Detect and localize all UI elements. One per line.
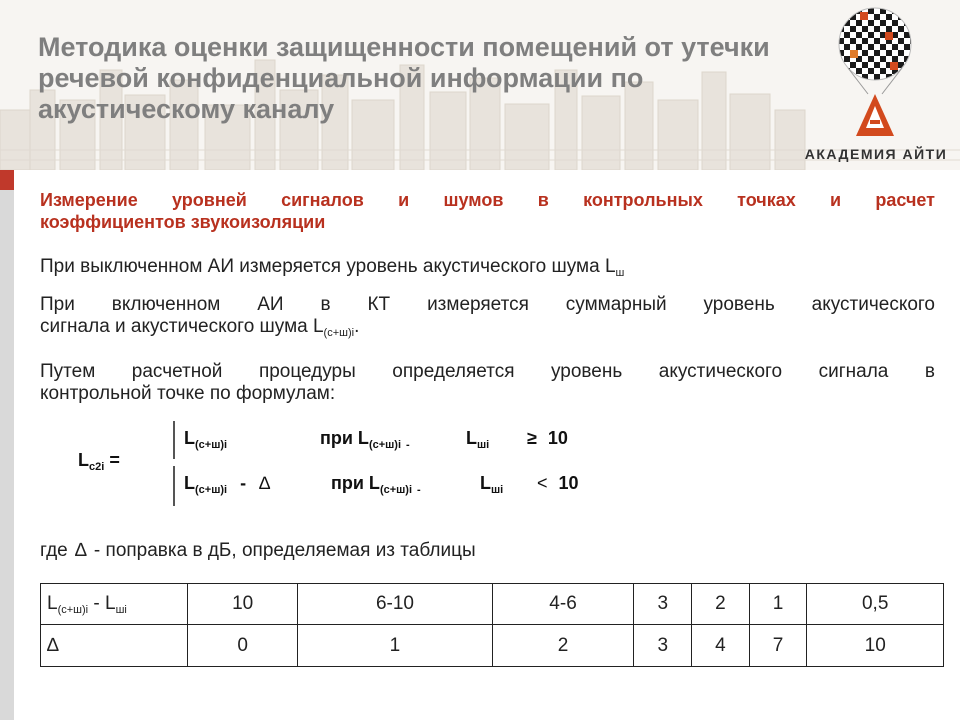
- paragraph-2-line-1: При включенном АИ в КТ измеряется суммарный уровень акустического: [40, 294, 935, 315]
- left-sidebar-bar: [0, 170, 14, 720]
- table-cell: 0,5: [807, 584, 944, 625]
- formula-brace-top: [173, 421, 175, 459]
- table-cell: 1: [749, 584, 807, 625]
- subtitle-line-1: Измерение уровней сигналов и шумов в контрольных точках и расчет: [40, 190, 935, 210]
- formula-row-1-noise: [466, 428, 489, 449]
- formula-row-2-condition: [331, 473, 421, 494]
- subtitle-line-2: коэффициентов звукоизоляции: [40, 212, 326, 232]
- table-cell: 2: [492, 625, 634, 667]
- table-cell: 0: [188, 625, 298, 667]
- formula-row-1-l2: L: [466, 428, 477, 448]
- formula-row-1-l2-sub: шi: [477, 439, 490, 451]
- paragraph-1-text: При выключенном АИ измеряется уровень акустического шума L: [40, 256, 616, 277]
- formula-row-2-noise: [480, 473, 503, 494]
- formula-lhs-main: L: [78, 450, 89, 470]
- where-text: - поправка в дБ, определяемая из таблицы: [93, 540, 476, 561]
- paragraph-2-end: .: [354, 316, 360, 337]
- formula-row-1-minus: -: [406, 439, 410, 451]
- table-cell: 4: [692, 625, 750, 667]
- paragraph-1-sub: ш: [615, 267, 625, 279]
- formula-row-1-value: [184, 428, 227, 449]
- formula-row-2-l2-sub: шi: [491, 484, 504, 496]
- formula-row-2-val: 10: [558, 473, 579, 493]
- formula-row-2-cond-minus: -: [417, 484, 421, 496]
- where-prefix: где: [40, 540, 68, 561]
- table-cell: 2: [692, 584, 750, 625]
- section-subtitle: [40, 189, 935, 233]
- table-head-l: L: [47, 593, 58, 614]
- table-cell: 1: [298, 625, 492, 667]
- paragraph-calculation: [40, 361, 935, 405]
- table-cell: 7: [749, 625, 807, 667]
- table-header-delta: ∆: [41, 625, 188, 667]
- paragraph-3-line-2: контрольной точке по формулам:: [40, 383, 336, 404]
- formula-lhs-sub: c2i: [89, 461, 105, 473]
- formula-row-1-op: ≥: [527, 428, 537, 448]
- formula-row-1-comparison: [527, 428, 568, 449]
- formula-row-2-l: L: [184, 473, 195, 493]
- delta-icon: ∆: [75, 540, 87, 561]
- header: [0, 0, 960, 170]
- where-explanation: [40, 540, 935, 562]
- formula-row-2-value: [184, 473, 270, 494]
- formula-row-2-cond: при L: [331, 473, 380, 493]
- formula-row-2-l-sub: (с+ш)i: [195, 484, 228, 496]
- table-cell: 3: [634, 625, 692, 667]
- formula-row-1-condition: [320, 428, 410, 449]
- paragraph-noise-measurement: [40, 256, 935, 278]
- formula-row-2-comparison: [537, 473, 579, 494]
- logo-text: АКАДЕМИЯ АЙТИ: [804, 146, 948, 162]
- formula-lhs: [78, 450, 120, 471]
- table-row: [41, 584, 944, 625]
- formula-row-2-cond-sub: (с+ш)i: [379, 484, 413, 496]
- correction-table: [40, 583, 944, 667]
- table-head-sub2: шi: [115, 604, 127, 616]
- formula-row-1-val: 10: [547, 428, 568, 448]
- paragraph-2-sub: (с+ш)i: [323, 327, 355, 339]
- paragraph-signal-measurement: [40, 294, 935, 338]
- table-cell: 10: [807, 625, 944, 667]
- paragraph-2-line-2: сигнала и акустического шума L: [40, 316, 324, 337]
- formula-row-2-l2: L: [480, 473, 491, 493]
- formula-row-1-cond: при L: [320, 428, 369, 448]
- table-cell: 6-10: [298, 584, 492, 625]
- paragraph-3-line-1: Путем расчетной процедуры определяется уровень акустического сигнала в: [40, 361, 935, 382]
- formula-row-1-l: L: [184, 428, 195, 448]
- balloon-logo-icon: [790, 2, 960, 167]
- left-sidebar-accent: [0, 170, 14, 190]
- delta-icon: ∆: [259, 473, 271, 493]
- formula-lhs-eq: =: [109, 450, 120, 470]
- table-header-difference: [41, 584, 188, 625]
- table-head-sub1: (с+ш)i: [57, 604, 89, 616]
- formula-row-1-l-sub: (с+ш)i: [195, 439, 228, 451]
- formula-row-2-op: <: [537, 473, 548, 493]
- table-head-mid: - L: [88, 593, 116, 614]
- table-cell: 4-6: [492, 584, 634, 625]
- formula-row-1-cond-sub: (с+ш)i: [368, 439, 402, 451]
- table-cell: 10: [188, 584, 298, 625]
- formula-row-2-minus: -: [240, 473, 247, 493]
- slide-title: Методика оценки защищенности помещений от утечки речевой конфиденциальной информации по акустическому каналу: [38, 32, 770, 124]
- formula-brace-bottom: [173, 466, 175, 506]
- paragraph-2-line-2-wrap: [40, 316, 935, 338]
- table-row: [41, 625, 944, 667]
- table-cell: 3: [634, 584, 692, 625]
